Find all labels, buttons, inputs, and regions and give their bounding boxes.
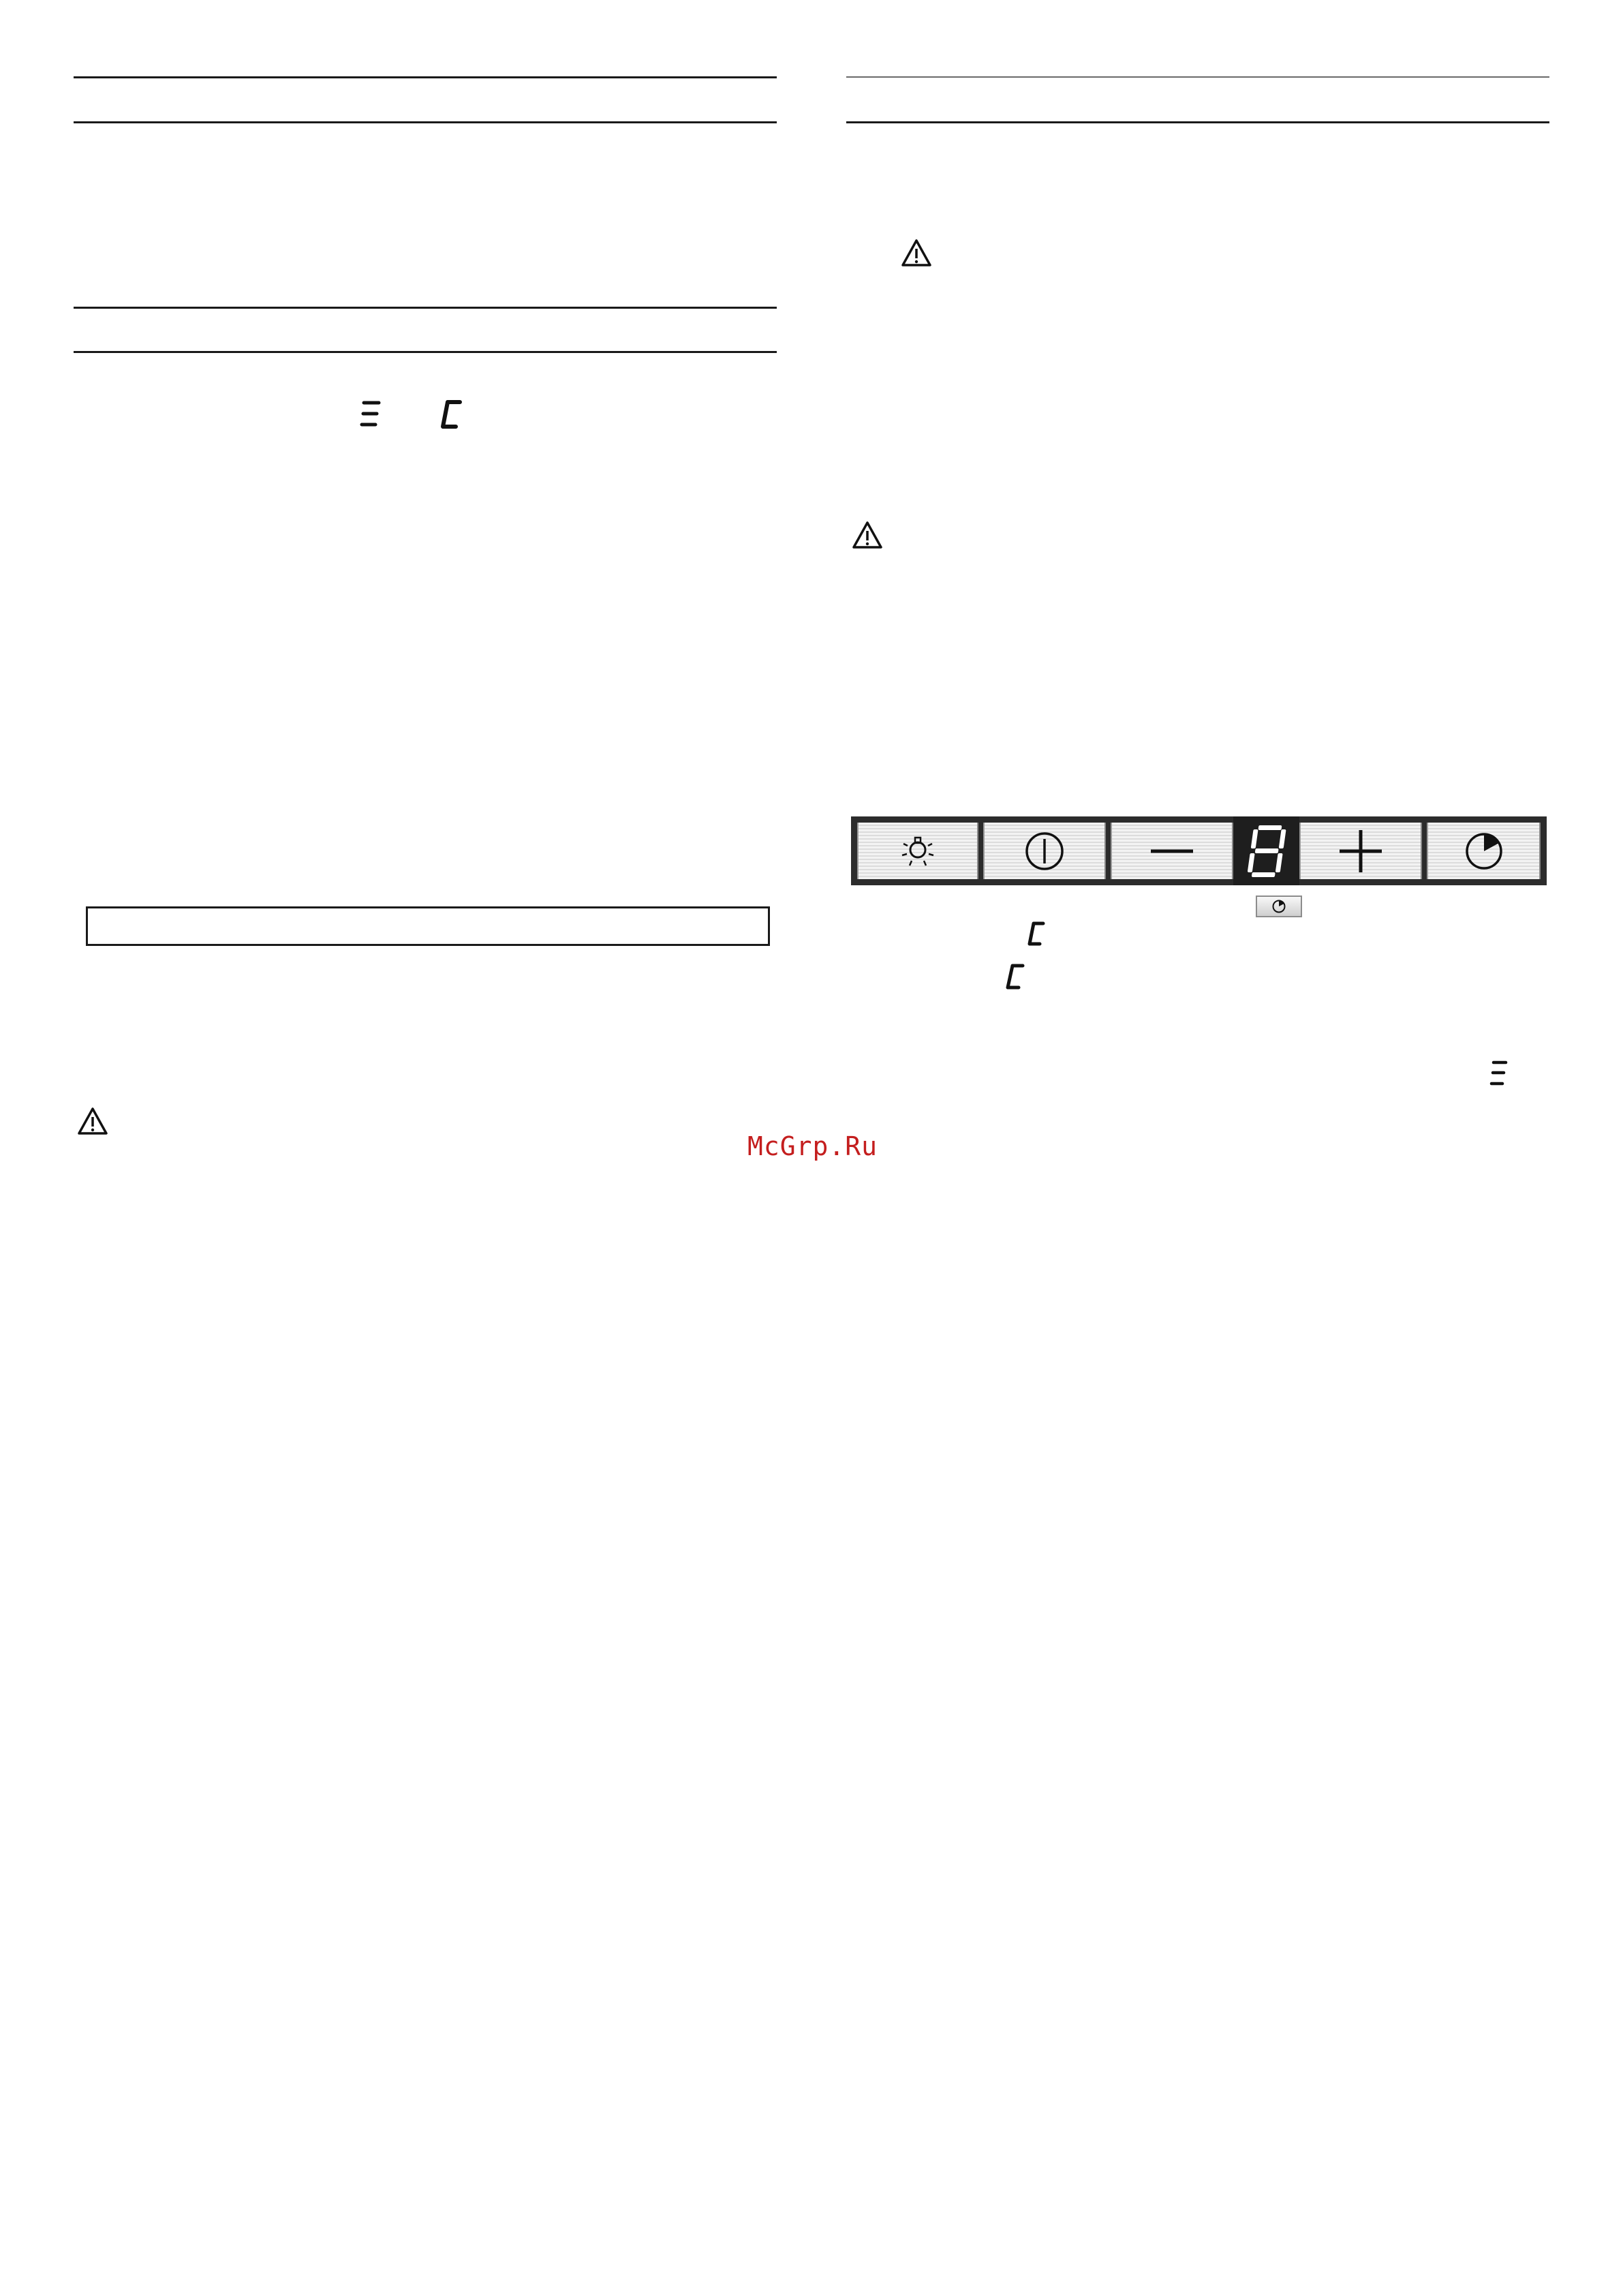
c-symbol — [1005, 962, 1025, 991]
power-button[interactable] — [983, 823, 1106, 879]
timer-icon — [1271, 899, 1286, 914]
power-icon — [1023, 829, 1066, 873]
warning-triangle-icon — [901, 239, 932, 267]
seven-segment-display — [1246, 823, 1288, 880]
plus-button[interactable] — [1299, 823, 1422, 879]
light-bulb-icon — [894, 831, 942, 872]
watermark: McGrp.Ru — [747, 1131, 878, 1161]
c-symbol — [439, 398, 464, 431]
section-rule-top — [74, 76, 777, 78]
warning-triangle-icon — [77, 1107, 108, 1135]
minus-icon — [1148, 844, 1196, 858]
speed-display — [1233, 816, 1299, 885]
section-rule-mid-2 — [74, 351, 777, 353]
timer-key[interactable] — [1256, 896, 1302, 917]
light-button[interactable] — [857, 823, 978, 879]
section-rule-top-2 — [74, 121, 777, 123]
warning-triangle-icon — [852, 521, 883, 549]
control-panel — [851, 816, 1547, 885]
section-rule-right-top — [846, 76, 1549, 78]
section-rule-right-top-2 — [846, 121, 1549, 123]
three-bars-symbol — [1489, 1059, 1510, 1088]
section-rule-mid — [74, 307, 777, 309]
c-symbol — [1027, 920, 1046, 947]
timer-icon — [1464, 831, 1504, 872]
info-box — [86, 906, 770, 946]
three-bars-symbol — [360, 399, 384, 429]
plus-icon — [1337, 827, 1385, 875]
timer-button[interactable] — [1427, 823, 1541, 879]
minus-button[interactable] — [1111, 823, 1233, 879]
